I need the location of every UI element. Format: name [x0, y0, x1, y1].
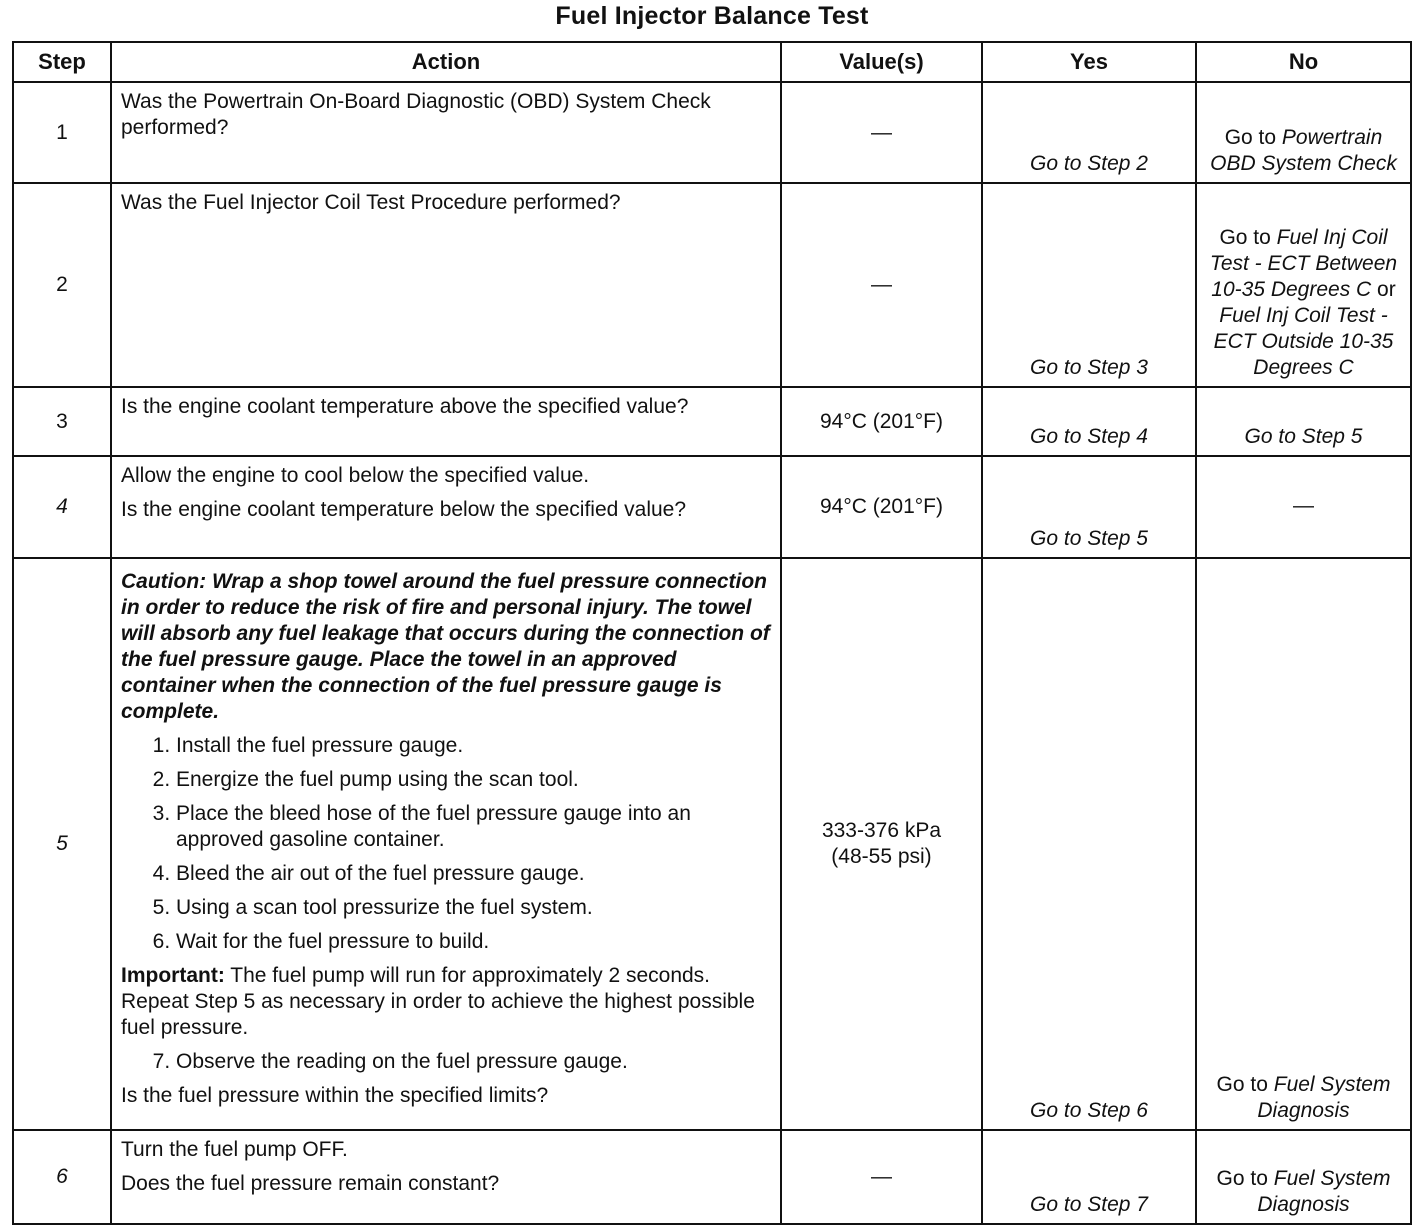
- no-link[interactable]: [1196, 82, 1411, 183]
- table-header-row: [13, 42, 1411, 82]
- header-values: Value(s): [781, 42, 982, 82]
- no-prefix: Go to: [1224, 126, 1282, 149]
- value-cell: 94°C (201°F): [781, 387, 982, 456]
- step-number: 5: [13, 558, 111, 1130]
- no-reference: Fuel System Diagnosis: [1257, 1167, 1391, 1216]
- yes-link[interactable]: Go to Step 4: [982, 387, 1196, 456]
- no-link[interactable]: Go to Step 5: [1196, 387, 1411, 456]
- important-text: The fuel pump will run for approximately 2 seconds. Repeat Step 5 as necessary in order to achieve the highest possible fuel pressure.: [121, 964, 755, 1039]
- action-question: Is the engine coolant temperature below the specified value?: [121, 498, 687, 521]
- yes-link[interactable]: Go to Step 2: [982, 82, 1196, 183]
- action-cell: [111, 456, 781, 558]
- value-cell: —: [781, 82, 982, 183]
- substep-list-continued: [121, 1049, 770, 1075]
- no-prefix: Go to: [1216, 1167, 1274, 1190]
- no-link[interactable]: [1196, 558, 1411, 1130]
- value-cell: 94°C (201°F): [781, 456, 982, 558]
- list-item: 2. Energize the fuel pump using the scan tool.: [176, 767, 770, 793]
- yes-link[interactable]: Go to Step 6: [982, 558, 1196, 1130]
- action-cell: [111, 558, 781, 1130]
- substep-list: [121, 733, 770, 955]
- no-link[interactable]: [1196, 183, 1411, 387]
- list-item: 5. Using a scan tool pressurize the fuel system.: [176, 895, 770, 921]
- no-value: —: [1196, 456, 1411, 558]
- important-label: Important:: [121, 964, 225, 987]
- diagnostic-table: [12, 41, 1412, 1225]
- value-cell: —: [781, 183, 982, 387]
- header-action: Action: [111, 42, 781, 82]
- table-row: [13, 558, 1411, 1130]
- table-row: [13, 1130, 1411, 1224]
- action-text: Was the Fuel Injector Coil Test Procedure performed?: [121, 191, 621, 214]
- list-item: 7. Observe the reading on the fuel pressure gauge.: [176, 1049, 770, 1075]
- list-item: 6. Wait for the fuel pressure to build.: [176, 929, 770, 955]
- yes-link[interactable]: Go to Step 5: [982, 456, 1196, 558]
- action-text: Is the engine coolant temperature above the specified value?: [121, 395, 689, 418]
- no-link[interactable]: [1196, 1130, 1411, 1224]
- table-row: [13, 82, 1411, 183]
- step-number: 3: [13, 387, 111, 456]
- caution-text: Caution: Wrap a shop towel around the fuel pressure connection in order to reduce the risk of fire and personal injury. The towel will absorb any fuel leakage that occurs during the connection of the fuel pressure gauge. Place the towel in an approved container when the connection of the fuel pressure gauge is complete.: [121, 570, 770, 723]
- action-text: Was the Powertrain On-Board Diagnostic (OBD) System Check performed?: [121, 90, 711, 139]
- table-row: [13, 183, 1411, 387]
- no-prefix: Go to: [1216, 1073, 1274, 1096]
- value-cell: —: [781, 1130, 982, 1224]
- value-metric: 333-376 kPa: [821, 819, 942, 842]
- action-instruction: Allow the engine to cool below the specified value.: [121, 464, 590, 487]
- action-cell: [111, 183, 781, 387]
- step-number: 2: [13, 183, 111, 387]
- action-cell: [111, 82, 781, 183]
- no-prefix: Go to: [1219, 226, 1277, 249]
- step-number: 1: [13, 82, 111, 183]
- action-cell: [111, 1130, 781, 1224]
- table-row: [13, 387, 1411, 456]
- action-cell: [111, 387, 781, 456]
- no-reference-2: Fuel Inj Coil Test - ECT Outside 10-35 Degrees C: [1213, 304, 1394, 379]
- header-no: No: [1196, 42, 1411, 82]
- no-reference: Powertrain OBD System Check: [1210, 126, 1397, 175]
- list-item: 1. Install the fuel pressure gauge.: [176, 733, 770, 759]
- value-imperial: (48-55 psi): [831, 845, 932, 868]
- step-number: 6: [13, 1130, 111, 1224]
- list-item: 4. Bleed the air out of the fuel pressure gauge.: [176, 861, 770, 887]
- page-title: Fuel Injector Balance Test: [555, 2, 869, 30]
- action-question: Is the fuel pressure within the specified limits?: [121, 1084, 549, 1107]
- action-instruction: Turn the fuel pump OFF.: [121, 1138, 348, 1161]
- no-reference-1: Fuel Inj Coil Test - ECT Between 10-35 Degrees C: [1209, 226, 1398, 301]
- header-yes: Yes: [982, 42, 1196, 82]
- no-reference: Fuel System Diagnosis: [1257, 1073, 1391, 1122]
- list-item: 3. Place the bleed hose of the fuel pressure gauge into an approved gasoline container.: [176, 801, 770, 853]
- value-cell: [781, 558, 982, 1130]
- yes-link[interactable]: Go to Step 7: [982, 1130, 1196, 1224]
- header-step: Step: [13, 42, 111, 82]
- important-note: [121, 963, 770, 1041]
- step-number: 4: [13, 456, 111, 558]
- yes-link[interactable]: Go to Step 3: [982, 183, 1196, 387]
- action-question: Does the fuel pressure remain constant?: [121, 1172, 500, 1195]
- table-row: [13, 456, 1411, 558]
- no-or: or: [1371, 278, 1396, 301]
